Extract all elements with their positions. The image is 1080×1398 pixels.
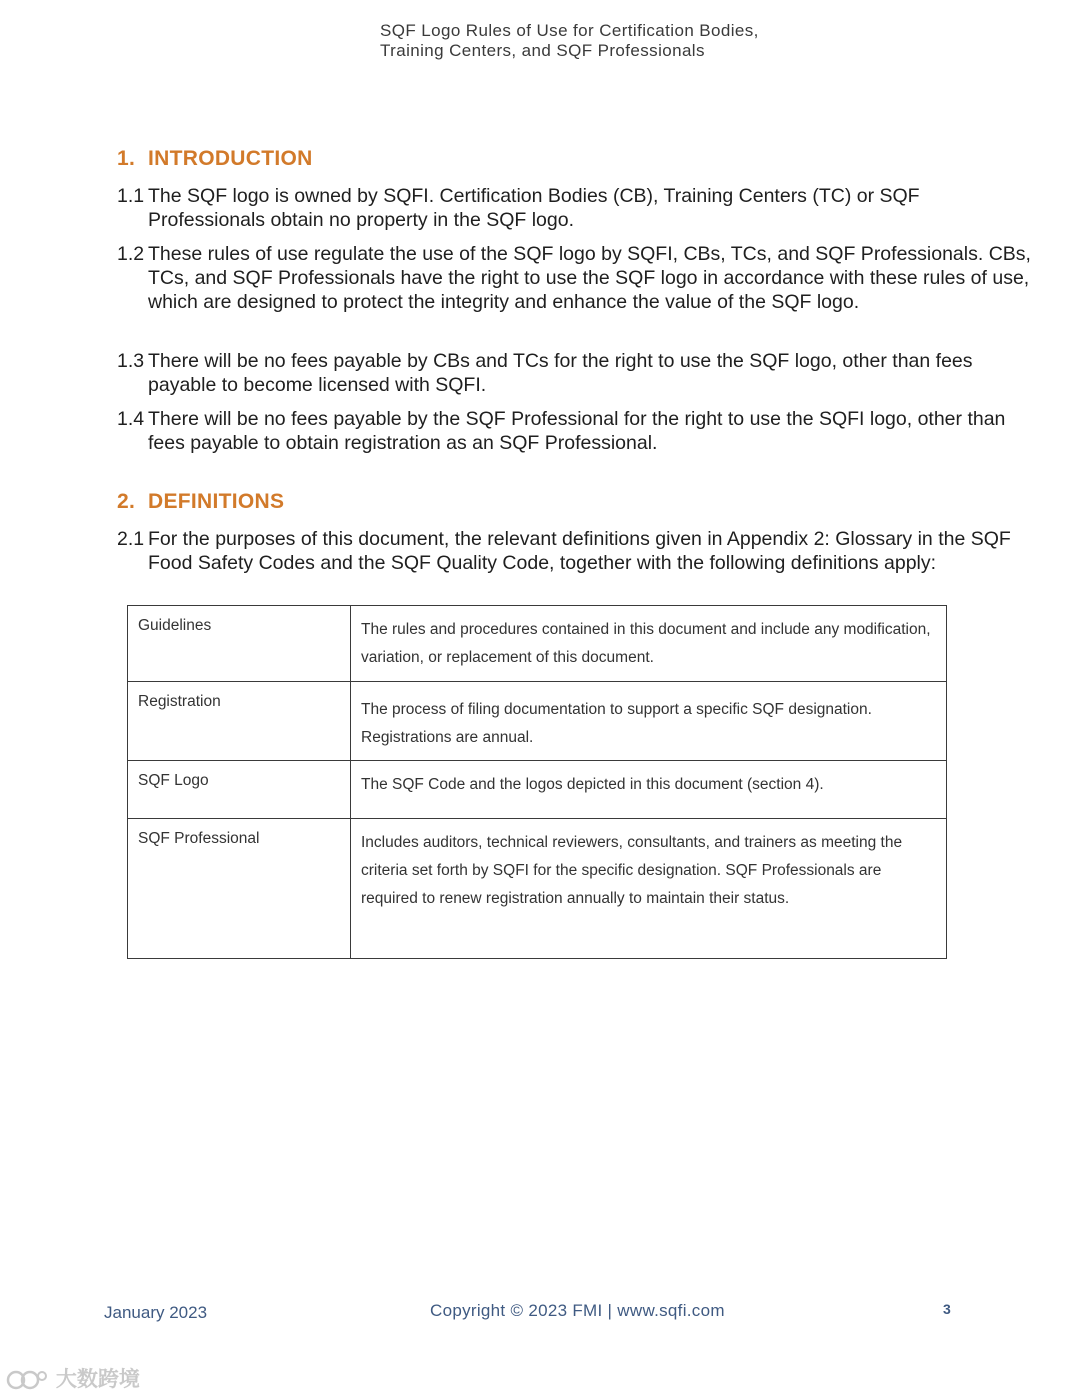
running-header xyxy=(380,21,759,61)
clause-1-1 xyxy=(117,184,1035,232)
watermark-text: 大数跨境 xyxy=(55,1368,140,1391)
clause-number: 1.4 xyxy=(117,408,145,430)
brand-logo-icon xyxy=(6,1368,50,1392)
section-title: INTRODUCTION xyxy=(148,147,313,170)
footer-copyright: Copyright © 2023 FMI | www.sqfi.com xyxy=(430,1301,725,1320)
definitions-table xyxy=(127,605,947,959)
term-cell: Registration xyxy=(128,682,351,761)
term-cell: Guidelines xyxy=(128,606,351,682)
clause-2-1 xyxy=(117,527,1035,575)
definition-cell: The process of filing documentation to support a specific SQF designation. Registrations are annual. xyxy=(351,682,947,761)
header-line-1: SQF Logo Rules of Use for Certification Bodies, xyxy=(380,21,759,40)
definition-cell: Includes auditors, technical reviewers, consultants, and trainers as meeting the criteria set forth by SQFI for the specific designation. SQF Professionals are required to renew registration annually to maintain their status. xyxy=(351,819,947,959)
clause-number: 1.3 xyxy=(117,350,145,372)
clause-1-2 xyxy=(117,242,1035,314)
section-heading-introduction xyxy=(117,147,313,171)
clause-text: These rules of use regulate the use of the SQF logo by SQFI, CBs, TCs, and SQF Professionals. CBs, TCs, and SQF Professionals have the right to use the SQF logo in accordance with these rules of use, which are designed to protect the integrity and enhance the value of the SQF logo. xyxy=(148,243,1031,313)
table-row xyxy=(128,761,947,819)
clause-number: 2.1 xyxy=(117,528,145,550)
clause-text: The SQF logo is owned by SQFI. Certification Bodies (CB), Training Centers (TC) or SQF Professionals obtain no property in the SQF logo. xyxy=(148,185,920,231)
definition-cell: The rules and procedures contained in this document and include any modification, variation, or replacement of this document. xyxy=(351,606,947,682)
section-heading-definitions xyxy=(117,490,284,514)
header-line-2: Training Centers, and SQF Professionals xyxy=(380,41,705,60)
term-cell: SQF Professional xyxy=(128,819,351,959)
section-number: 2. xyxy=(117,490,136,513)
term-cell: SQF Logo xyxy=(128,761,351,819)
table-row xyxy=(128,606,947,682)
table-row xyxy=(128,682,947,761)
clause-number: 1.2 xyxy=(117,243,145,265)
clause-text: There will be no fees payable by the SQF Professional for the right to use the SQFI logo, other than fees payable to obtain registration as an SQF Professional. xyxy=(148,408,1006,454)
clause-text: For the purposes of this document, the relevant definitions given in Appendix 2: Glossary in the SQF Food Safety Codes and the SQF Quality Code, together with the following definitions apply: xyxy=(148,528,1011,574)
definition-cell: The SQF Code and the logos depicted in this document (section 4). xyxy=(351,761,947,819)
clause-1-4 xyxy=(117,407,1035,455)
clause-1-3 xyxy=(117,349,1035,397)
clause-text: There will be no fees payable by CBs and TCs for the right to use the SQF logo, other than fees payable to become licensed with SQFI. xyxy=(148,350,973,396)
watermark xyxy=(6,1363,140,1393)
section-title: DEFINITIONS xyxy=(148,490,285,513)
table-row xyxy=(128,819,947,959)
page-number: 3 xyxy=(943,1301,951,1317)
clause-number: 1.1 xyxy=(117,185,145,207)
section-number: 1. xyxy=(117,147,136,170)
footer-date: January 2023 xyxy=(104,1303,208,1322)
